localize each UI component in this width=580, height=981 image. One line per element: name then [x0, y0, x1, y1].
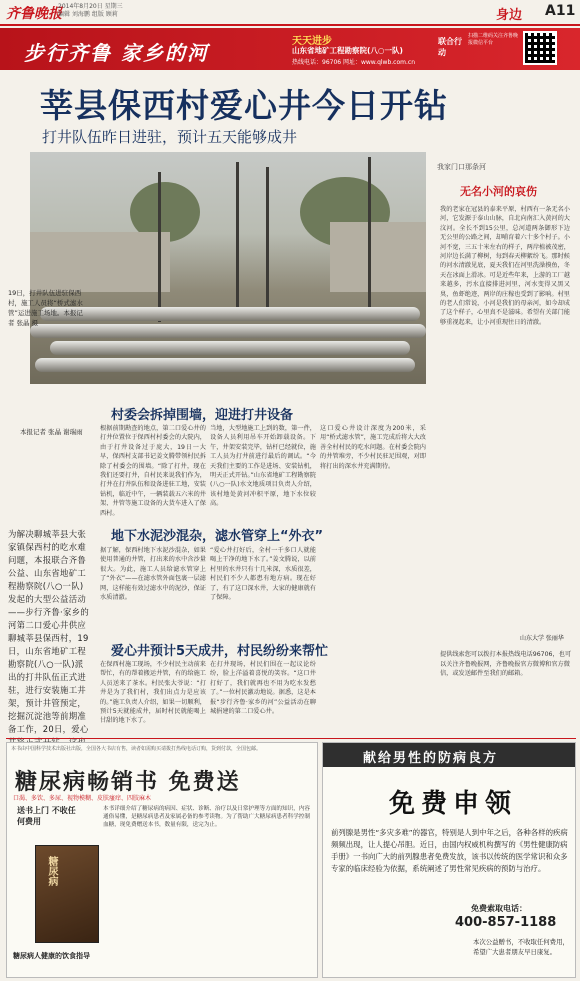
section-divider: [6, 738, 576, 739]
sidebar-body: 我的老家在冠县的泰来平原，村西有一条无名小河，它发源于泰山山脉，自北向南汇入黄河的大汶河。全长不到15公里，总河道两条御形下边无公里的公路之间，却哺育着六十多个村子。小河不宽，三五十米左右的样子，两岸植被茂密，河岸边长满了柳树，每到春天柳絮纷飞。那时候的河水清澈见底，夏天我们在河里洗澡摸鱼，冬天在冰面上滑冰。可是近些年来，上游的工厂越来越多，污水直接排进河里，河水变得又黑又臭，鱼虾绝迹，两岸的庄稼也受到了影响。村里的老人们常说，小河是我们的母亲河，如今却成了这个样子，心里真不是滋味。希望有关部门能够重视起来，让小河重现往日的清澈。: [440, 206, 570, 326]
pole-shape: [236, 162, 239, 312]
masthead-meta: [58, 3, 198, 19]
issue-date: 2014年8月20日 星期三: [58, 3, 123, 10]
pipe-shape: [30, 324, 426, 338]
article-subtitle-1: 村委会拆掉围墙，迎进打井设备: [111, 408, 294, 423]
sidebar-title: 无名小河的哀伤: [460, 185, 537, 198]
ad-headline: 糖尿病畅销书 免费送: [15, 770, 241, 795]
ad-footer: 本次公益赠书，不收取任何费用，希望广大患者朋友早日康复。: [473, 938, 569, 956]
banner-slogan: 步行齐鲁 家乡的河: [24, 41, 209, 65]
ad-keywords: 口渴、多饮、多尿、视物模糊、皮肤瘙痒、四肢麻木: [13, 795, 152, 802]
photo-caption: 19日，打井队伍进驻保西村，施工人员将“桥式滤水管”运进施工场地。本报记者 张晶 摄: [8, 289, 83, 327]
pole-shape: [158, 172, 161, 322]
sidebar-author: 山东大学 张丽华: [520, 635, 564, 642]
section-name: 身边: [496, 8, 523, 23]
ad-diabetes-book: [6, 742, 318, 978]
ad-hotline: 送书上门 不收任何费用: [17, 806, 76, 826]
article-headline: 莘县保西村爱心井今日开钻: [40, 86, 448, 125]
page-number: A11: [545, 3, 576, 19]
masthead: [0, 0, 580, 26]
article-subheadline: 打井队伍昨日进驻，预计五天能够成井: [42, 128, 298, 146]
pole-shape: [368, 157, 371, 317]
pipe-shape: [35, 358, 415, 372]
article-column: 根据前期勘查的地点，第二口爱心井的打井位置位于保西村村委会的大院内，由于打井设备过于庞大，19日一大早，保西村支部书记姜文腾带领村民拆除了村委会的围墙。“除了打井，现在我们还要打井，自村民来说我们作为，打井在打井队伍和设备进驻工地，安装钻机，临近中午，一辆装载五六米的井架、井管等施工设备的大货车进入了保西村。: [100, 425, 206, 517]
pole-shape: [266, 167, 269, 312]
pipe-shape: [50, 341, 410, 355]
banner-hotline: 热线电话：96706 网址：www.qlwb.com.cn: [292, 59, 415, 66]
banner-brand: 天天进步: [292, 36, 332, 47]
pipe-shape: [40, 307, 420, 321]
article-column: 在保西村施工现场，不少村民主动前来帮忙，有的帮着搬运井管，有的给施工人员送来了茶水。村民张大爷说：“打井是为了我们村，我们出点力是应该的。”施工负责人介绍，如果一切顺利，预计5天就能成井，届时村民就能喝上甘甜的地下水了。: [100, 661, 206, 725]
article-subtitle-3: 爱心井预计5天成井，村民纷纷来帮忙: [111, 644, 329, 659]
book-cover-icon: [35, 845, 99, 943]
article-column: “爱心井打好后，全村一千多口人就能喝上干净的地下水了。”姜文腾说，以前村里的水井只有十几米深，水质很差，村民们不少人都患有地方病。现在好了，有了这口深水井，大家的健康就有了保障。: [210, 547, 316, 602]
banner-coop: 联合行动: [438, 37, 462, 57]
ad-banner-text: 献给男性的防病良方: [363, 751, 499, 766]
sidebar-note: 提供线索您可以拨打本报热线电话96706，也可以关注齐鲁晚报网，齐鲁晚报官方微博和官方微信，或发送邮件至我们的邮箱。: [440, 651, 572, 678]
article-column: 这口爱心井设计深度为200米，采用“桥式滤水管”，施工完成后将大大改善全村村民的吃水问题。在村委会院内的井管堆旁，不少村民驻足围观，对即将打出的深水井充满期待。: [320, 425, 426, 470]
qr-code-icon[interactable]: [523, 31, 557, 65]
ad-headline: 免费申领: [389, 789, 518, 819]
article-column: 据了解，保西村地下水泥沙混杂，如果使用普通的井管，打出来的水中含沙量很大。为此，施工人员给滤水管穿上了“外衣”——在滤水管外面包裹一层滤网，这样能有效过滤水中的泥沙，保证水质清澈。: [100, 547, 206, 602]
ad-fineprint: 本书由中国科学技术出版社出版，全国各大书店有售，读者如需购买请拨打热线电话订购，货到付款，全国包邮。: [11, 746, 262, 752]
ad-phone-label: 免费索取电话：: [471, 904, 527, 913]
banner-sponsor: 山东省地矿工程勘察院(八○一队): [292, 46, 403, 55]
article-subtitle-2: 地下水泥沙混杂，滤水管穿上“外衣”: [111, 529, 324, 544]
article-photo: [30, 152, 426, 384]
ad-body: 本书详细介绍了糖尿病的病因、症状、诊断、治疗以及日常护理等方面的知识，内容通俗易懂，是糖尿病患者及家属必备的参考读物。为了帮助广大糖尿病患者科学控制血糖，现免费赠送本书，数量有限，送完为止。: [103, 806, 310, 828]
wall-shape: [330, 222, 426, 292]
ad-mens-health: [322, 742, 576, 978]
ad-banner: [323, 743, 576, 767]
paper-logo: 齐鲁晚报: [6, 6, 62, 22]
editor-credits: 编辑 刘海鹏 组版 顾莉: [58, 11, 118, 18]
ad-footer: 糖尿病人健康的饮食指导: [13, 952, 90, 960]
campaign-banner: [0, 28, 580, 70]
sidebar-tag: 我家门口那条河: [437, 163, 486, 171]
article-column: 当地，大型地施工上到的数，第一件，设备人员利用吊车开始卸载设备。下午，井架安装完毕，钻杆已经就位，施工人员为打井前进行最后的调试。“今天我们主要的工作是进场、安装钻机，明天正式开钻。”山东省地矿工程勘察院(八○一队)水文地质项目负责人介绍，该村地处黄河冲积平原，地下水位较高。: [210, 425, 316, 508]
wall-shape: [30, 232, 170, 292]
ad-phone-number[interactable]: 400-857-1188: [455, 915, 557, 930]
article-lead: 为解决聊城莘县大张家镇保西村的吃水难问题，本报联合齐鲁公益、山东省地矿工程勘察院(八○一队)发起的大型公益活动——步行齐鲁·家乡的河第二口爱心井供应聊城莘县保西村，19日，山东省地矿工程勘察院(八○一队)派出的打井队伍正式进驻，进行安装施工井架，预计井管预定，挖掘沉淀池等前期准备工作，20日，爱心: [8, 529, 90, 734]
ad-body: 前列腺是男性“多灾多难”的器官，特别是人到中年之后，各种各样的疾病频频出现，让人提心吊胆。近日，由国内权威机构撰写的《男性健康防病手册》一书向广大的前列腺患者免费发放，该书以传统的医学常识和众多专家的临床经验为依据，系统阐述了男性常见疾病的预防与治疗。: [331, 828, 568, 873]
reporter-byline: 本报记者 张晶 谢瑞雨: [20, 428, 83, 436]
book-title: 糖尿病: [46, 856, 57, 886]
article-column: 在打井现场，村民们围在一起议论纷纷，脸上洋溢着喜悦的笑容。“这口井打好了，我们就再也不用为吃水发愁了。”一位村民激动地说。据悉，这是本报“步行齐鲁·家乡的河”公益活动在聊城捐建的第二口爱心井。: [210, 661, 316, 716]
qr-caption: 扫描二维码关注齐鲁晚报微信平台: [468, 33, 519, 46]
